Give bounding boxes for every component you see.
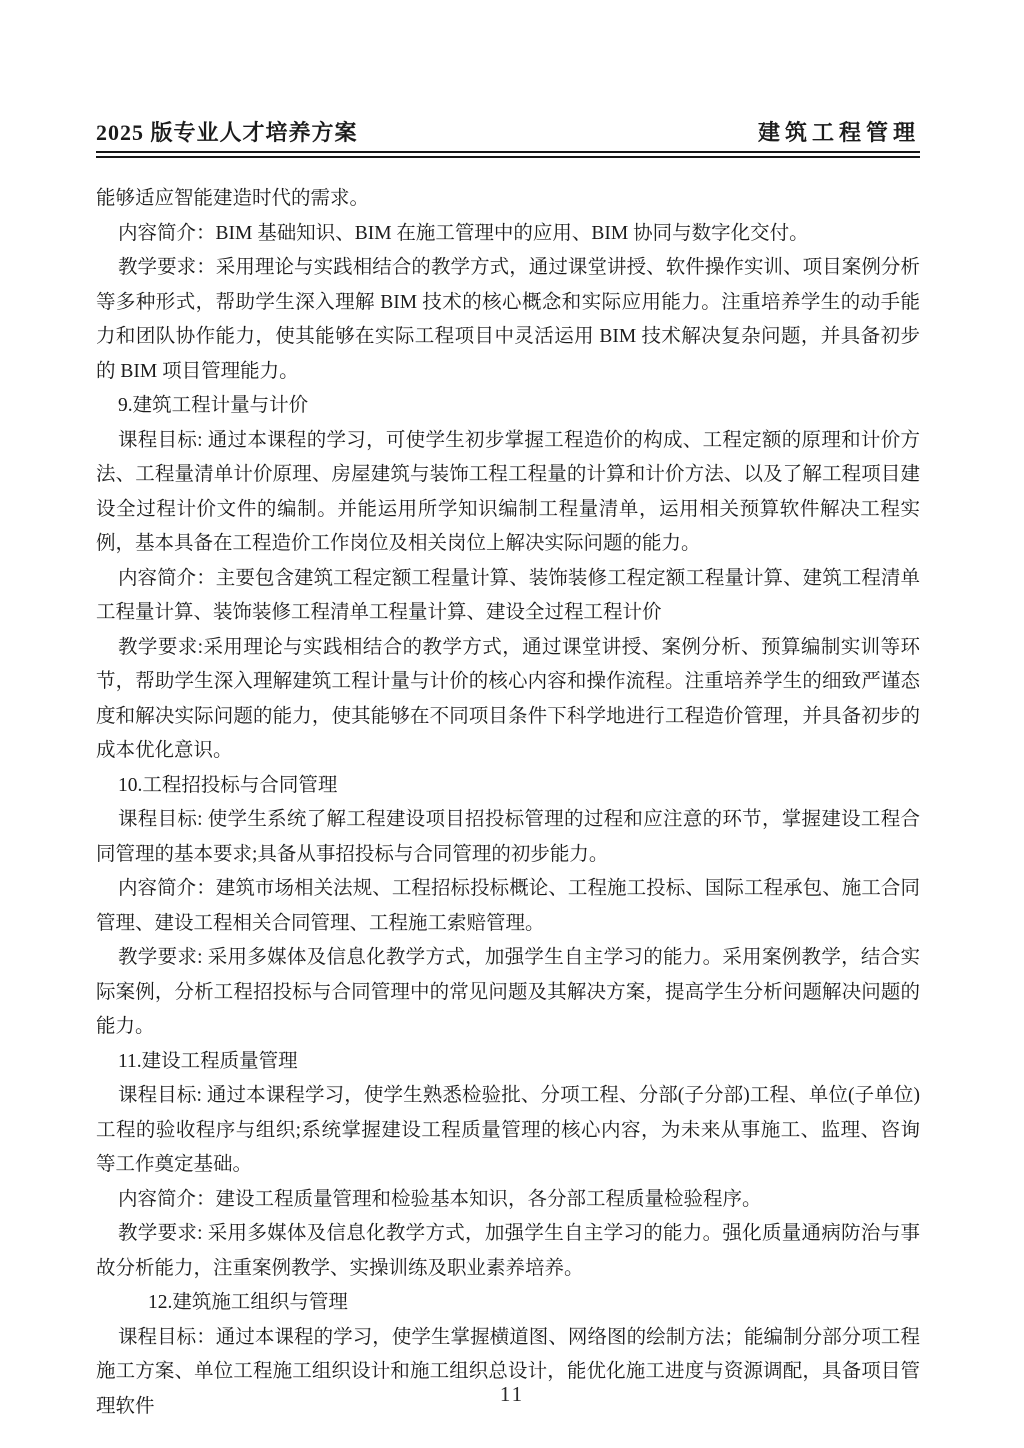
page-header: [96, 0, 920, 158]
page-number: 11: [499, 1382, 525, 1406]
body-paragraph: 教学要求: 采用多媒体及信息化教学方式，加强学生自主学习的能力。强化质量通病防治与事故分析能力，注重案例教学、实操训练及职业素养培养。: [96, 1223, 920, 1279]
body-paragraph: 教学要求：采用理论与实践相结合的教学方式，通过课堂讲授、软件操作实训、项目案例分析等多种形式，帮助学生深入理解 BIM 技术的核心概念和实际应用能力。注重培养学生的动手能力和团队协作能力，使其能够在实际工程项目中灵活运用 BIM 技术解决复杂问题，并具备初步的 BIM 项目管理能力。: [96, 257, 920, 382]
body-paragraph: 教学要求:采用理论与实践相结合的教学方式，通过课堂讲授、案例分析、预算编制实训等环节，帮助学生深入理解建筑工程计量与计价的核心内容和操作流程。注重培养学生的细致严谨态度和解决实际问题的能力，使其能够在不同项目条件下科学地进行工程造价管理，并具备初步的成本优化意识。: [96, 636, 920, 761]
body-paragraph: 课程目标: 通过本课程的学习，可使学生初步掌握工程造价的构成、工程定额的原理和计价方法、工程量清单计价原理、房屋建筑与装饰工程工程量的计算和计价方法、以及了解工程项目建设全过程计价文件的编制。并能运用所学知识编制工程量清单，运用相关预算软件解决工程实例，基本具备在工程造价工作岗位及相关岗位上解决实际问题的能力。: [96, 429, 920, 554]
header-left-title: 2025 版专业人才培养方案: [96, 120, 358, 145]
body-paragraph: 教学要求: 采用多媒体及信息化教学方式，加强学生自主学习的能力。采用案例教学，结合实际案例，分析工程招投标与合同管理中的常见问题及其解决方案，提高学生分析问题解决问题的能力。: [96, 947, 920, 1037]
body-paragraph: 11.建设工程质量管理: [118, 1050, 298, 1072]
body-paragraph: 内容简介：建筑市场相关法规、工程招标投标概论、工程施工投标、国际工程承包、施工合同管理、建设工程相关合同管理、工程施工索赔管理。: [96, 878, 920, 934]
document-body: [96, 182, 920, 1424]
body-paragraph: 课程目标：通过本课程的学习，使学生掌握横道图、网络图的绘制方法；能编制分部分项工程施工方案、单位工程施工组织设计和施工组织总设计，能优化施工进度与资源调配，具备项目管理软件: [96, 1326, 920, 1417]
header-double-rule: [96, 151, 920, 158]
body-paragraph: 10.工程招投标与合同管理: [118, 774, 338, 796]
body-paragraph: 内容简介：主要包含建筑工程定额工程量计算、装饰装修工程定额工程量计算、建筑工程清单工程量计算、装饰装修工程清单工程量计算、建设全过程工程计价: [96, 567, 920, 623]
body-paragraph: 9.建筑工程计量与计价: [118, 395, 309, 416]
body-paragraph: 12.建筑施工组织与管理: [148, 1292, 348, 1313]
body-paragraph: 课程目标: 通过本课程学习，使学生熟悉检验批、分项工程、分部(子分部)工程、单位(子单位)工程的验收程序与组织;系统掌握建设工程质量管理的核心内容，为未来从事施工、监理、咨询等工作奠定基础。: [96, 1085, 920, 1175]
page-content: [96, 0, 920, 1424]
body-paragraph: 内容简介：建设工程质量管理和检验基本知识，各分部工程质量检验程序。: [118, 1188, 762, 1210]
body-paragraph: 能够适应智能建造时代的需求。: [96, 188, 370, 209]
header-right-title: 建筑工程管理: [757, 120, 920, 145]
header-row: [96, 116, 920, 147]
body-paragraph: 内容简介：BIM 基础知识、BIM 在施工管理中的应用、BIM 协同与数字化交付。: [118, 222, 809, 244]
body-paragraph: 课程目标: 使学生系统了解工程建设项目招投标管理的过程和应注意的环节，掌握建设工程合同管理的基本要求;具备从事招投标与合同管理的初步能力。: [96, 809, 920, 865]
